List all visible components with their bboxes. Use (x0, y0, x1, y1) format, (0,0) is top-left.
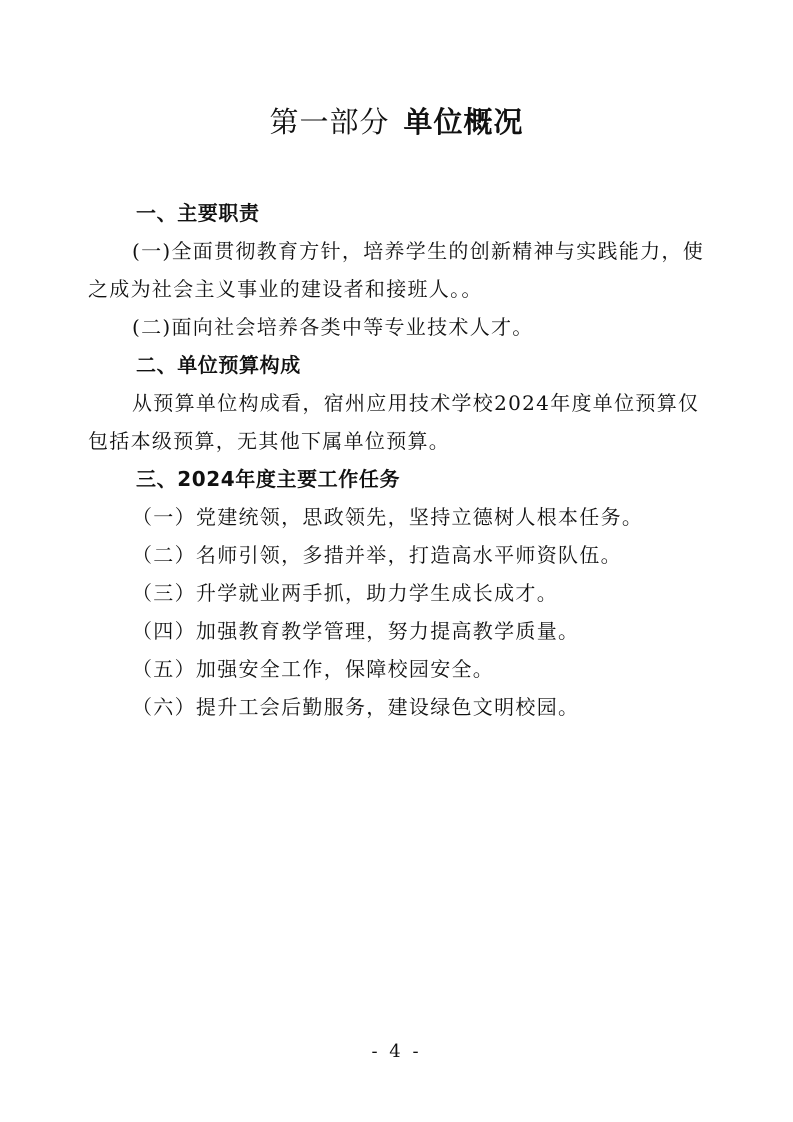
task-item-6: （六）提升工会后勤服务，建设绿色文明校园。 (132, 695, 580, 719)
section-heading-duties: 一、主要职责 (136, 201, 260, 225)
duty-paragraph-1: (一)全面贯彻教育方针，培养学生的创新精神与实践能力，使之成为社会主义事业的建设者和接班人。。 (88, 239, 705, 301)
task-item-5: （五）加强安全工作，保障校园安全。 (132, 657, 495, 681)
page-title (0, 100, 793, 141)
task-item-3: （三）升学就业两手抓，助力学生成长成才。 (132, 581, 558, 605)
task-item-1: （一）党建统领，思政领先，坚持立德树人根本任务。 (132, 505, 644, 529)
title-prefix: 第一部分 (269, 105, 390, 139)
budget-structure-paragraph: 从预算单位构成看，宿州应用技术学校2024年度单位预算仅包括本级预算，无其他下属单位预算。 (88, 391, 700, 453)
title-main: 单位概况 (403, 105, 524, 139)
page-number: - 4 - (371, 1041, 422, 1062)
document-body (88, 194, 708, 726)
task-item-2: （二）名师引领，多措并举，打造高水平师资队伍。 (132, 543, 622, 567)
section-heading-tasks: 三、2024年度主要工作任务 (136, 467, 401, 491)
task-item-4: （四）加强教育教学管理，努力提高教学质量。 (132, 619, 580, 643)
section-heading-budget-structure: 二、单位预算构成 (136, 353, 301, 377)
duty-paragraph-2: (二)面向社会培养各类中等专业技术人才。 (132, 315, 534, 339)
